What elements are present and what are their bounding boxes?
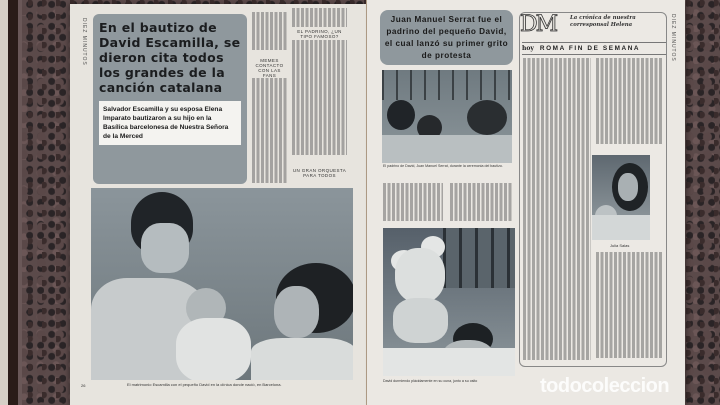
right-photo2-caption: David durmiendo plácidamente en su cuna, junto a su osito — [383, 379, 478, 383]
left-subhead: Salvador Escamilla y su esposa Elena Imparato bautizaron a su hijo en la Basílica barcelonesa de Nuestra Señora de la Merced — [99, 101, 241, 145]
right-baby-crib-photo — [383, 228, 515, 376]
dm-tagline: La crónica de nuestra corresponsal Helena — [570, 15, 636, 28]
dm-logo: DM — [520, 12, 557, 37]
church-railing — [382, 70, 512, 100]
baby-blanket — [176, 318, 251, 380]
left-headline-box — [93, 14, 247, 184]
left-side-label: DIEZ MINUTOS — [81, 18, 87, 66]
dm-text-col-2b — [596, 252, 662, 362]
dm-section-title-bar — [522, 42, 666, 55]
left-photo-caption: El matrimonio Escamilla con el pequeño David en la clínica donde nació, en Barcelona. — [127, 382, 282, 387]
teddy-bear-body — [393, 298, 448, 343]
right-ceremony-photo — [382, 70, 512, 163]
right-side-label: DIEZ MINUTOS — [670, 14, 676, 62]
blanket — [592, 215, 650, 240]
dm-inset-photo — [592, 155, 650, 240]
person-1-hair — [387, 100, 415, 130]
watermark: todocoleccion — [540, 375, 670, 397]
left-text-col-2a — [292, 8, 347, 28]
crib-blanket — [383, 348, 515, 376]
left-text-col-1b — [252, 78, 287, 183]
left-headline: En el bautizo de David Escamilla, se dieron cita todos los grandes de la canción catalana — [99, 20, 241, 95]
dm-section-tag: hoy — [522, 45, 534, 52]
left-text-col-2b — [292, 40, 347, 155]
left-column-heading-3: UN GRAN ORQUESTA PARA TODOS — [292, 168, 347, 178]
right-text-col-1 — [383, 183, 443, 223]
dm-inset-caption: Julia Salas — [610, 243, 630, 248]
mother-face — [274, 286, 319, 338]
left-column-heading-1: MEMES CONTACTO CON LAS FANS — [255, 58, 284, 78]
right-photo1-caption: El padrino de David, Juan Manuel Serrat, durante la ceremonia del bautizo. — [383, 164, 503, 168]
dm-text-col-1 — [523, 58, 591, 363]
crib-bars — [443, 228, 515, 288]
teddy-bear-head — [395, 248, 445, 303]
dm-text-col-2a — [596, 58, 662, 148]
person-3-hair — [467, 100, 507, 135]
left-column-heading-2: EL PADRINO, ¿UN TIPO FAMOSO? — [297, 29, 342, 39]
granite-edge-left — [0, 0, 22, 405]
left-text-col-1a — [252, 12, 287, 52]
left-family-photo — [91, 188, 353, 380]
crowd-clothing — [382, 135, 512, 163]
left-page-number: 26 — [81, 383, 86, 388]
dm-section-title: ROMA FIN DE SEMANA — [539, 45, 641, 52]
right-headline-box: Juan Manuel Serrat fue el padrino del pequeño David, el cual lanzó su primer grito de protesta — [380, 10, 513, 65]
father-face — [141, 223, 189, 273]
right-text-col-2 — [450, 183, 512, 223]
bed-sheets — [251, 338, 353, 380]
woman-face — [618, 173, 638, 201]
